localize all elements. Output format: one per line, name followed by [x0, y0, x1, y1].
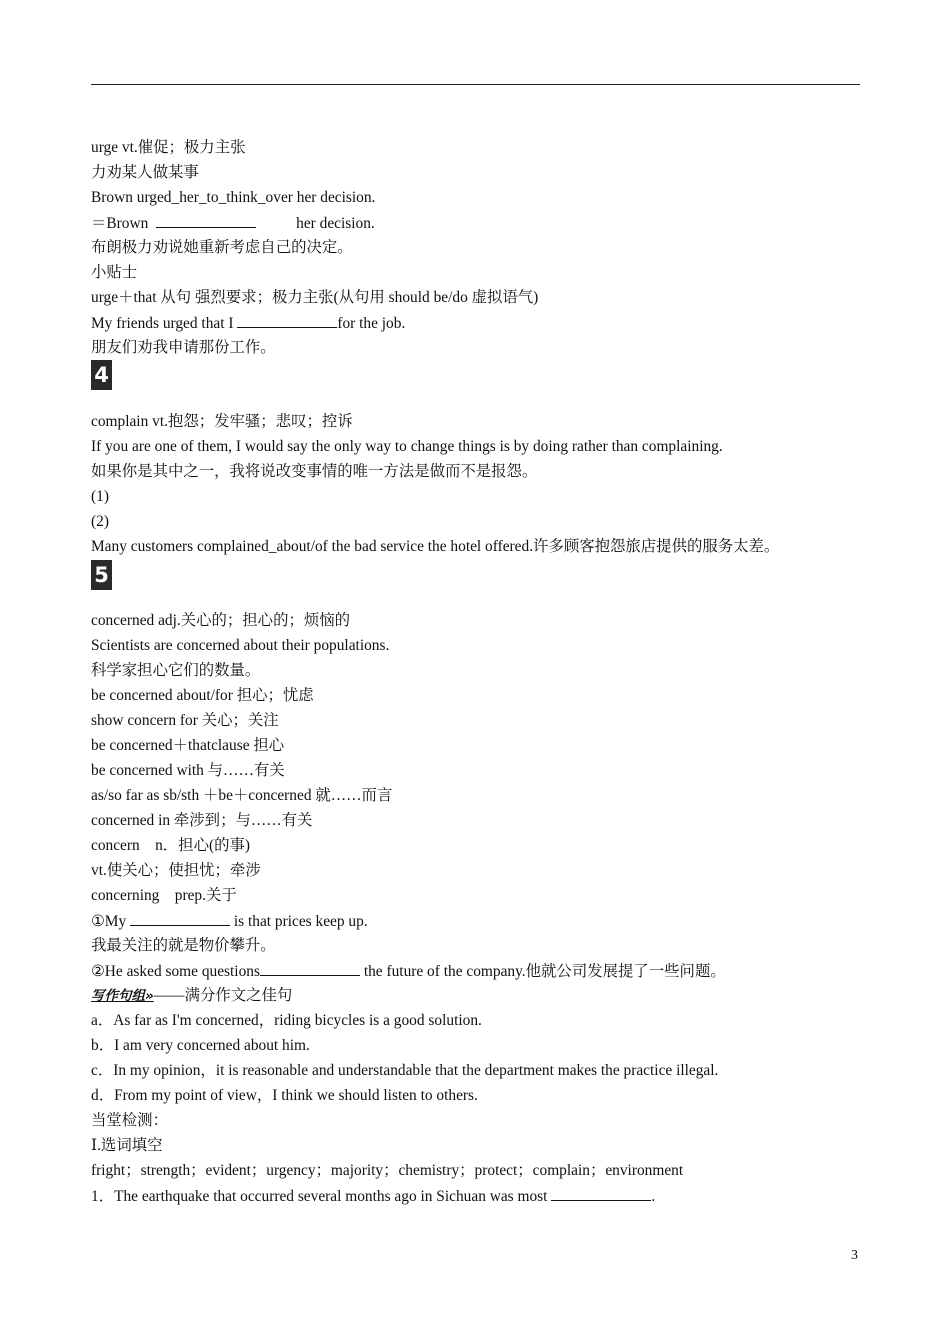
text-segment: . — [651, 1188, 656, 1205]
text-line: d．From my point of view，I think we should listen to others. — [91, 1087, 478, 1104]
text-line: fright；strength；evident；urgency；majority；chemistry；protect；complain；environment — [91, 1162, 684, 1179]
answer-blank[interactable] — [551, 1186, 651, 1201]
text-line: be concerned with 与……有关 — [91, 762, 285, 779]
text-line: concerned adj.关心的；担心的；烦恼的 — [91, 612, 351, 629]
text-line — [91, 961, 726, 982]
text-line: concern n．担心(的事) — [91, 837, 250, 854]
text-line: (1) — [91, 488, 109, 505]
section-number-badge: 5 — [91, 560, 112, 590]
text-line: be concerned＋thatclause 担心 — [91, 737, 285, 754]
text-segment: 1．The earthquake that occurred several months ago in Sichuan was most — [91, 1188, 552, 1205]
text-line: 布朗极力劝说她重新考虑自己的决定。 — [91, 239, 353, 256]
header-rule — [91, 84, 860, 85]
text-line — [91, 313, 405, 334]
answer-blank[interactable] — [237, 313, 337, 328]
text-line: as/so far as sb/sth ＋be＋concerned 就……而言 — [91, 787, 393, 804]
text-segment: ＝Brown — [91, 215, 153, 232]
text-line — [91, 213, 375, 234]
text-line: complain vt.抱怨；发牢骚；悲叹；控诉 — [91, 413, 353, 430]
text-segment: ②He asked some questions — [91, 963, 260, 980]
text-line: (2) — [91, 513, 109, 530]
text-line: urge vt.催促；极力主张 — [91, 139, 246, 156]
text-line — [91, 1186, 655, 1207]
text-line: Scientists are concerned about their populations. — [91, 637, 390, 654]
text-line: show concern for 关心；关注 — [91, 712, 279, 729]
text-line: 科学家担心它们的数量。 — [91, 662, 261, 679]
text-line: vt.使关心；使担忧；牵涉 — [91, 862, 261, 879]
text-line: 我最关注的就是物价攀升。 — [91, 937, 276, 954]
text-segment: ——满分作文之佳句 — [153, 987, 293, 1004]
text-line: 小贴士 — [91, 264, 138, 281]
text-segment: the future of the company.他就公司发展提了一些问题。 — [359, 963, 726, 980]
writing-section-tag: 写作句组» — [91, 988, 154, 1004]
text-line — [91, 986, 292, 1006]
text-line: urge＋that 从句 强烈要求；极力主张(从句用 should be/do 虚拟语气) — [91, 289, 539, 306]
text-line: a．As far as I'm concerned，riding bicycles is a good solution. — [91, 1012, 482, 1029]
text-line: Brown urged_her_to_think_over her decision. — [91, 189, 376, 206]
text-line: be concerned about/for 担心；忧虑 — [91, 687, 314, 704]
text-line: Many customers complained_about/of the bad service the hotel offered.许多顾客抱怨旅店提供的服务太差。 — [91, 538, 780, 555]
section-number-badge: 4 — [91, 360, 112, 390]
text-line: concerning prep.关于 — [91, 887, 237, 904]
text-line: 如果你是其中之一，我将说改变事情的唯一方法是做而不是报怨。 — [91, 463, 538, 480]
text-segment: is that prices keep up. — [230, 913, 368, 930]
text-segment: her decision. — [296, 215, 375, 232]
text-line: 力劝某人做某事 — [91, 164, 199, 181]
answer-blank[interactable] — [260, 961, 360, 976]
text-line: 朋友们劝我申请那份工作。 — [91, 339, 276, 356]
text-segment: My friends urged that I — [91, 315, 238, 332]
text-line: concerned in 牵涉到；与……有关 — [91, 812, 313, 829]
text-line: Ⅰ.选词填空 — [91, 1137, 163, 1154]
answer-blank[interactable] — [156, 213, 256, 228]
text-line: c．In my opinion，it is reasonable and understandable that the department makes the practice illegal. — [91, 1062, 719, 1079]
answer-blank[interactable] — [130, 911, 230, 926]
text-line: If you are one of them, I would say the only way to change things is by doing rather than complaining. — [91, 438, 723, 455]
text-line: 当堂检测： — [91, 1112, 168, 1129]
text-line — [91, 911, 368, 932]
text-segment: for the job. — [337, 315, 406, 332]
text-segment: ①My — [91, 913, 131, 930]
text-line: b．I am very concerned about him. — [91, 1037, 310, 1054]
page-number: 3 — [851, 1248, 858, 1263]
